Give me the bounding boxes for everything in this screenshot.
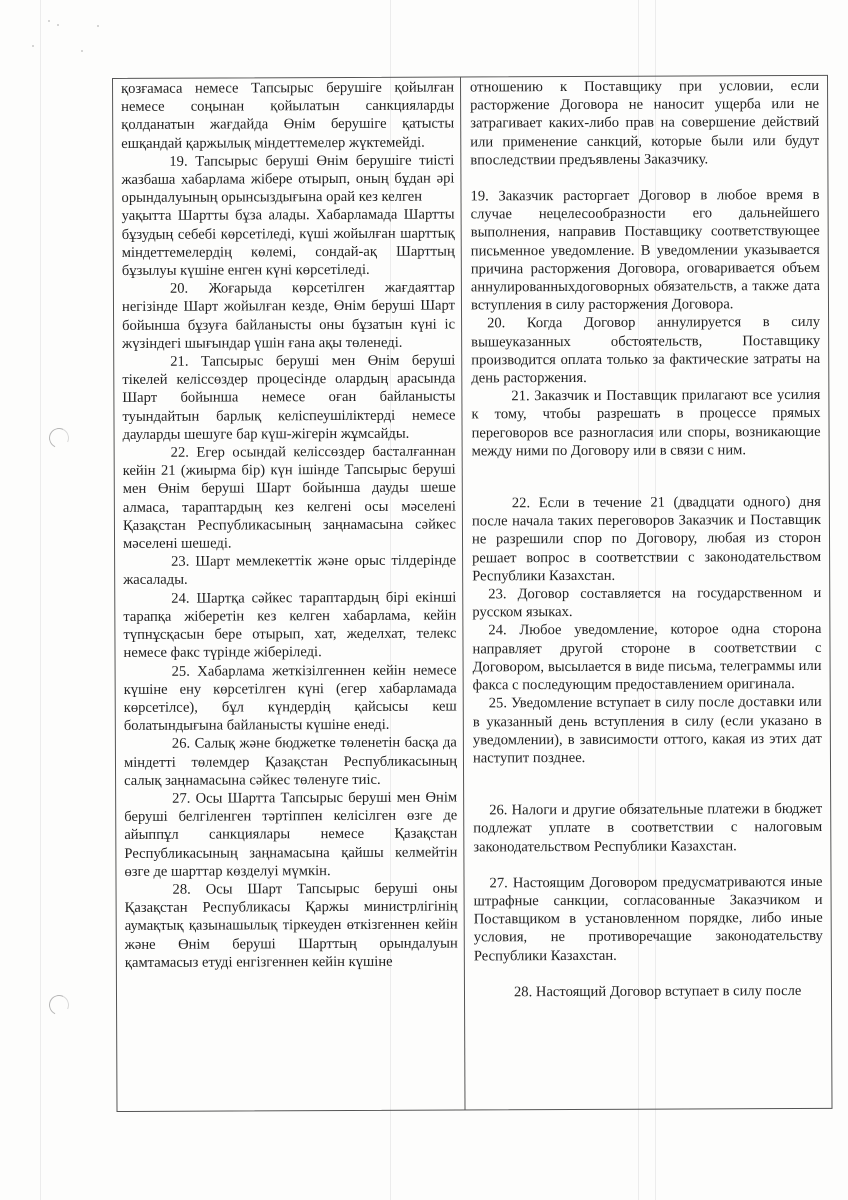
spacer	[470, 168, 819, 188]
scan-speck	[97, 25, 99, 27]
kz-paragraph-25: 25. Хабарлама жеткізілгеннен кейін немесе күшіне ену көрсетілген күні (егер хабарламада көрсетілсе), бұл күндердің қайсысы кеш болатындығына байланысты күшіне енеді.	[123, 662, 457, 735]
kz-paragraph-23: 23. Шарт мемлекеттік және орыс тілдерінде жасалады.	[123, 552, 457, 589]
punch-hole-mark	[46, 992, 72, 1018]
ru-paragraph-19: 19. Заказчик расторгает Договор в любое время в случае нецелесообразности его дальнейшего выполнения, направив Поставщику соответствующее письменное уведомление. В уведомлении указывается причина расторжения Договора, оговаривается объем аннулированныхдоговорных обязательств, а также дата вступления в силу расторжения Договора.	[470, 186, 820, 314]
punch-hole-mark	[46, 425, 72, 451]
scan-speck	[57, 24, 59, 26]
kz-paragraph-24: 24. Шартқа сәйкес тараптардың бірі екінші тарапқа жіберетін кез келген хабарлама, кейін түпнұсқасын бере отырып, хат, жеделхат, телекс немесе факс түрінде жіберіледі.	[123, 589, 457, 662]
bilingual-contract-table	[112, 75, 833, 1112]
kz-paragraph-21: 21. Тапсырыс беруші мен Өнім беруші тікелей келіссөздер процесінде олардың арасында Шарт бойынша немесе оған байланысты туындайтын барлық келіспеушіліктерді немесе дауларды шешуге бар күш-жігерін жұмсайды.	[122, 352, 456, 443]
scan-speck	[32, 45, 34, 47]
scan-speck	[48, 20, 50, 22]
ru-paragraph-20: 20. Когда Договор аннулируется в силу вышеуказанных обстоятельств, Поставщику производится оплата только за фактические затраты на день расторжения.	[471, 314, 821, 387]
kazakh-column	[113, 77, 465, 1111]
kz-paragraph-19a: 19. Тапсырыс беруші Өнім берушіге тиісті жазбаша хабарлама жібере отырып, оның бұдан әрі орындалуының орынсыздығына орай кез келген	[121, 152, 455, 207]
kz-paragraph-20: 20. Жоғарыда көрсетілген жағдаяттар негізінде Шарт жойылған кезде, Өнім беруші Шарт бойынша бұзуға байланысты оны бұзатын күні іс жүзіндегі шығындар үшін ғана ақы төленеді.	[121, 279, 456, 352]
kz-paragraph-22: 22. Егер осындай келіссөздер басталғаннан кейін 21 (жиырма бір) күн ішінде Тапсырыс беруші мен Өнім беруші Шарт бойынша дауды шеше алмаса, тараптардың кез келгені осы мәселені Қазақстан Республикасының заңнамасына сәйкес мәселені шешеді.	[122, 443, 456, 553]
kz-paragraph-19b: уақытта Шартты бұза алады. Хабарламада Шартты бұзудың себебі көрсетіледі, күші жойылған шарттық міндеттемелердің көлемі, сондай-ақ Шарттың бұзылуы күшіне енген күні көрсетіледі.	[121, 206, 455, 279]
spacer	[472, 459, 821, 495]
kz-paragraph-26: 26. Салық және бюджетке төленетін басқа да міндетті төлемдер Қазақстан Республикасының салық заңнамасына сәйкес төленуге тиіс.	[123, 734, 458, 789]
ru-paragraph-21: 21. Заказчик и Поставщик прилагают все усилия к тому, чтобы разрешать в процессе прямых переговоров все разногласия или споры, возникающие между ними по Договору или в связи с ним.	[471, 387, 821, 460]
spacer	[473, 766, 822, 802]
scan-speck	[81, 50, 83, 52]
ru-paragraph-27: 27. Настоящим Договором предусматриваются иные штрафные санкции, согласованные Заказчиком и Поставщиком в установленном порядке, либо иные условия, не противоречащие законодательству Республики Казахстан.	[473, 873, 823, 964]
ru-paragraph-24: 24. Любое уведомление, которое одна сторона направляет другой стороне в соответствии с Договором, высылается в виде письма, телеграммы или факса с последующим предоставлением оригинала.	[472, 621, 822, 694]
scan-artifact-line	[40, 0, 41, 1200]
russian-column	[461, 76, 831, 1110]
ru-paragraph-25: 25. Уведомление вступает в силу после доставки или в указанный день вступления в силу (если указано в уведомлении), в зависимости оттого, какая из этих дат наступит позднее.	[472, 694, 822, 767]
kz-paragraph-28: 28. Осы Шарт Тапсырыс беруші оны Қазақстан Республикасы Қаржы министрлігінің аумақтық қазынашылық тіркеуден өткізгеннен кейін және Өнім беруші Шарттың орындалуын қамтамасыз етуді енгізгеннен кейін күшіне	[124, 880, 458, 971]
spacer	[474, 964, 823, 984]
ru-paragraph-23: 23. Договор составляется на государственном и русском языках.	[472, 584, 822, 621]
spacer	[473, 855, 822, 875]
kz-paragraph-18-tail: қозғамаса немесе Тапсырыс берушіге қойылған немесе соңынан қойылатын санкцияларды қолданатын жағдайда Өнім берушіге қатысты ешқандай қаржылық міндеттемелер жүктемейді.	[121, 79, 455, 152]
kz-paragraph-27: 27. Осы Шартта Тапсырыс беруші мен Өнім беруші белгіленген тәртіппен келісілген өзге де айыппұл санкциялары немесе Қазақстан Республикасының заңнамасына қайшы келмейтін өзге де шарттар көзделуі мүмкін.	[124, 789, 458, 880]
ru-paragraph-22: 22. Если в течение 21 (двадцати одного) дня после начала таких переговоров Заказчик и Поставщик не разрешили спор по Договору, любая из сторон решает вопрос в соответствии с законодательством Республики Казахстан.	[471, 493, 822, 585]
ru-paragraph-18-tail: отношению к Поставщику при условии, если расторжение Договора не наносит ущерба или не затрагивает каких-либо прав на совершение действий или применение санкций, которые были или будут впоследствии предъявлены Заказчику.	[470, 77, 820, 169]
ru-paragraph-26: 26. Налоги и другие обязательные платежи в бюджет подлежат уплате в соответствии с налоговым законодательством Республики Казахстан.	[473, 801, 823, 855]
ru-paragraph-28: 28. Настоящий Договор вступает в силу после	[513, 982, 802, 1000]
